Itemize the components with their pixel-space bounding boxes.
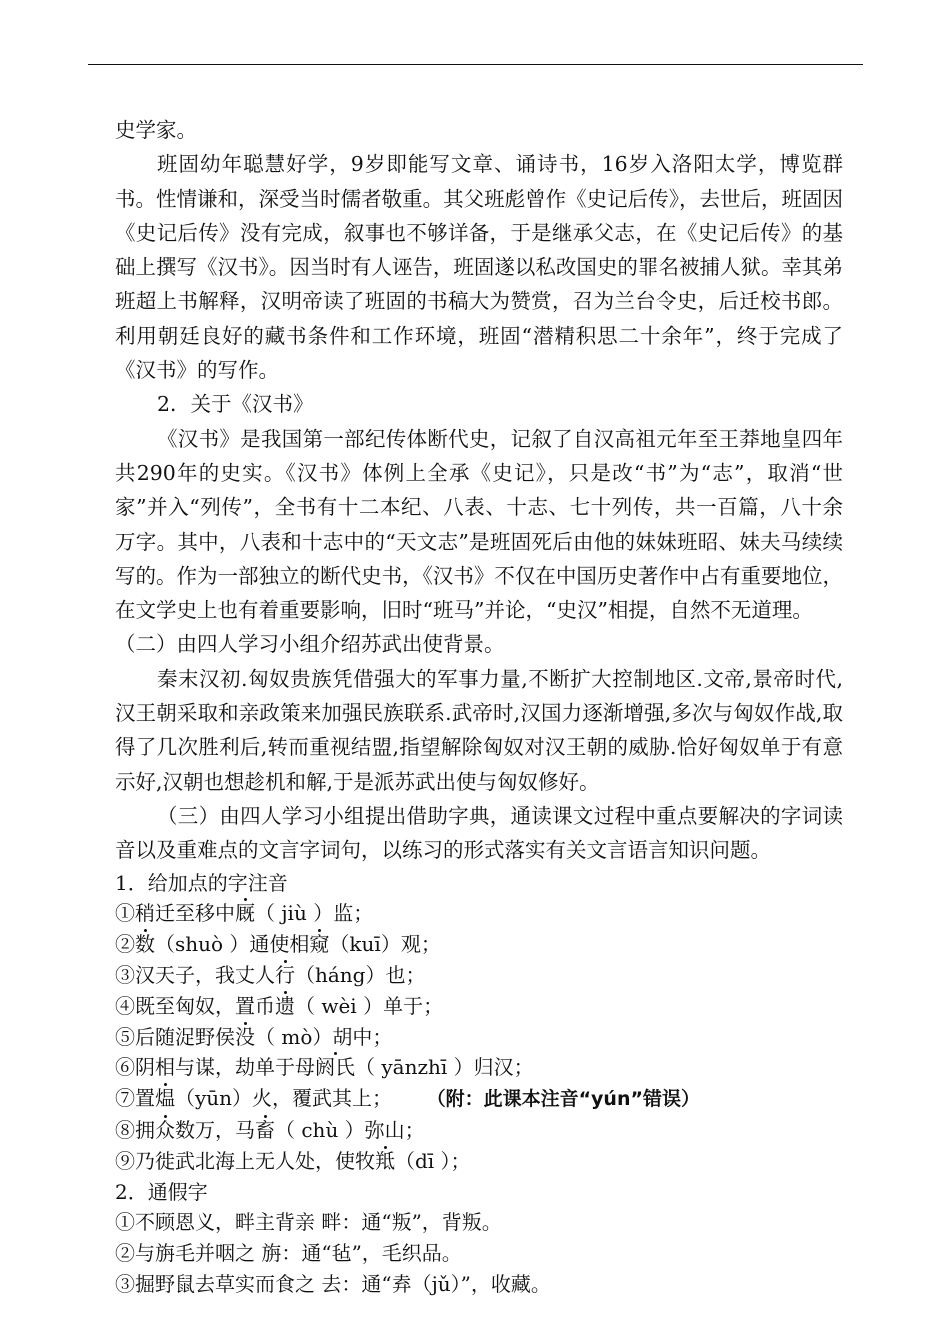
pronunciation-item: ⑦置煴（yūn）火，覆武其上； （附：此课本注音“yún”错误） (115, 1086, 700, 1111)
section-heading-hanshu: 2．关于《汉书》 (157, 392, 314, 417)
dotted-char: 厩 (235, 901, 255, 926)
document-body (115, 113, 843, 1300)
pronunciation-item: ⑧拥众数万，马畜（ chù ）弥山； (115, 1117, 425, 1142)
correction-note: （附：此课本注音“yún”错误） (436, 1088, 700, 1111)
dotted-char: 畜 (255, 1117, 275, 1142)
hanshu-paragraph: 《汉书》是我国第一部纪传体断代史，记叙了自汉高祖元年至王莽地皇四年共290年的史实。《汉书》体例上全承《史记》，只是改“书”为“志”，取消“世家”并入“列传”，全书有十二本纪、八表、十志、七十列传，共一百篇，八十余万字。其中，八表和十志中的“天文志”是班固死后由他的妹妹班昭、妹夫马续续写的。作为一部独立的断代史书，《汉书》不仅在中国历史著作中占有重要地位，在文学史上也有着重要影响，旧时“班马”并论，“史汉”相提，自然不无道理。 (115, 426, 843, 623)
pronunciation-item: ③汉天子，我丈人行（háng）也； (115, 962, 426, 987)
background-paragraph: 秦末汉初.匈奴贵族凭借强大的军事力量,不断扩大控制地区.文帝,景帝时代,汉王朝采取和亲政策来加强民族联系.武帝时,汉国力逐渐增强,多次与匈奴作战,取得了几次胜利后,转而重视结盟,指望解除匈奴对汉王朝的威胁.恰好匈奴单于有意示好,汉朝也想趁机和解,于是派苏武出使与匈奴修好。 (115, 666, 843, 794)
tongjia-heading: 2．通假字 (115, 1179, 208, 1204)
study-group-paragraph: （三）由四人学习小组提出借助字典，通读课文过程中重点要解决的字词读音以及重难点的文言字词句，以练习的形式落实有关文言语言知识问题。 (115, 803, 843, 863)
tongjia-item: ②与旃毛并咽之 旃：通“毡”，毛织品。 (115, 1241, 462, 1266)
pronunciation-item: ①稍迁至移中厩（ jiù ）监； (115, 901, 374, 926)
tongjia-item: ①不顾恩义，畔主背亲 畔：通“叛”，背叛。 (115, 1210, 502, 1235)
dotted-char: 阏氏 (315, 1055, 355, 1080)
tongjia-item: ③掘野鼠去草实而食之 去：通“弆（jǔ）”，收藏。 (115, 1271, 551, 1296)
ban-gu-paragraph: 班固幼年聪慧好学，9岁即能写文章、诵诗书，16岁入洛阳太学，博览群书。性情谦和，深受当时儒者敬重。其父班彪曾作《史记后传》，去世后，班固因《史记后传》没有完成，叙事也不够详备，于是继承父志，在《史记后传》的基础上撰写《汉书》。因当时有人诬告，班固遂以私改国史的罪名被捕人狱。幸其弟班超上书解释，汉明帝读了班固的书稿大为赞赏，召为兰台令史，后迁校书郎。利用朝廷良好的藏书条件和工作环境，班固“潜精积思二十余年”，终于完成了《汉书》的写作。 (115, 152, 843, 383)
section-heading-background: （二）由四人学习小组介绍苏武出使背景。 (115, 632, 505, 657)
dotted-char: 窥 (309, 932, 330, 957)
dotted-char: 遗 (275, 993, 295, 1018)
pronunciation-heading: 1．给加点的字注音 (115, 870, 288, 895)
dotted-char: 没 (235, 1024, 255, 1049)
pronunciation-item: ④既至匈奴，置币遗（ wèi ）单于； (115, 993, 444, 1018)
pronunciation-item: ⑤后随浞野侯没（ mò）胡中； (115, 1024, 393, 1049)
dotted-char: 煴 (155, 1086, 175, 1111)
pronunciation-item: ②数（shuò ）通使相窥（kuī）观； (115, 932, 441, 957)
dotted-char: 众 (155, 1117, 175, 1142)
dotted-char: 数 (135, 932, 155, 957)
pronunciation-item: ⑥阴相与谋，劫单于母阏氏（ yānzhī ）归汉； (115, 1055, 534, 1080)
dotted-char: 行 (275, 962, 295, 987)
dotted-char: 羝 (375, 1148, 395, 1173)
header-rule (88, 64, 863, 65)
intro-line: 史学家。 (115, 118, 197, 142)
pronunciation-item: ⑨乃徙武北海上无人处，使牧羝（dī ）； (115, 1148, 471, 1173)
